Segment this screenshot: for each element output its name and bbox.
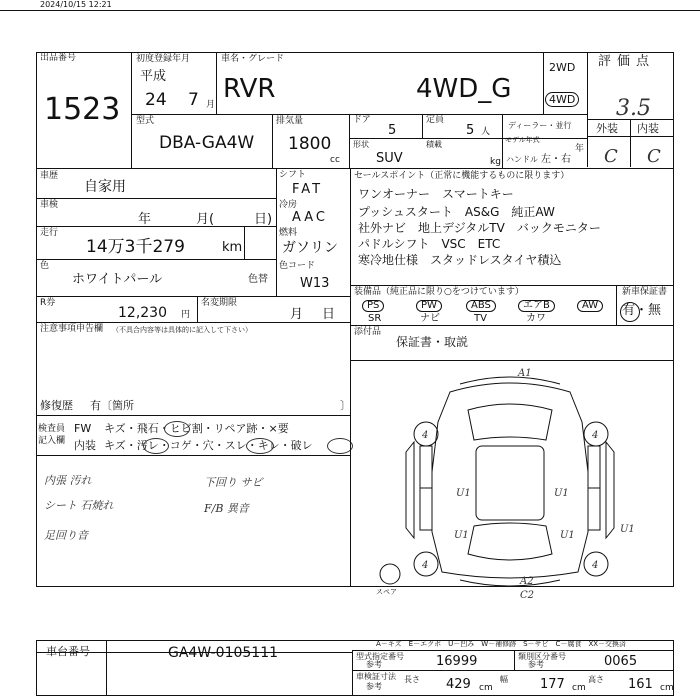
color-value: ホワイトパール [72, 272, 163, 287]
damage-mark: U1 [620, 524, 635, 535]
displacement-unit: cc [330, 155, 340, 165]
category-sub: 参考 [528, 660, 544, 669]
history-label: 車歴 [40, 171, 59, 181]
equipment-item-leather: カワ [526, 313, 546, 324]
equipment-item-ps: PS [362, 300, 384, 312]
car-left-doors [420, 446, 432, 530]
fuel-label: 燃料 [279, 228, 298, 238]
handwritten-line-3: 足回り音 [44, 529, 88, 542]
damage-mark: C2 [520, 590, 535, 601]
notes-label: 注意事項申告欄 [40, 324, 104, 334]
divider [272, 114, 273, 168]
damage-mark: U1 [554, 488, 569, 499]
divider [276, 168, 277, 296]
car-roof [476, 446, 544, 520]
dimensions-sub: 参考 [366, 682, 382, 691]
divider [36, 198, 276, 199]
displacement-label: 排気量 [276, 116, 304, 126]
capacity-label: 定員 [426, 115, 445, 125]
mileage-label: 走行 [40, 228, 59, 238]
score-label: 評価点 [598, 54, 656, 69]
divider [352, 650, 353, 696]
new-warranty-label: 新車保証書 [622, 287, 668, 297]
first-reg-month-unit: 月 [206, 100, 216, 110]
equipment-item-pw: PW [416, 300, 442, 312]
equipment-item-abs: ABS [466, 300, 496, 312]
inspector-row1-label: FW [74, 422, 92, 435]
equipment-item-navi: ナビ [420, 313, 440, 324]
car-body-outline [432, 383, 588, 578]
divider [244, 226, 245, 259]
chassis-label: 車台番号 [46, 645, 90, 658]
chassis-value: GA4W-0105111 [168, 645, 279, 661]
color-code-value: W13 [300, 276, 330, 291]
handwritten-line-5: F/B 異音 [204, 502, 249, 515]
divider [514, 650, 515, 670]
equipment-label: 装備品（純正品に限り○をつけています） [354, 287, 524, 297]
damage-mark: 4 [422, 560, 429, 571]
sales-points-label: セールスポイント（正常に機能するものに限ります） [354, 171, 570, 181]
divider [350, 325, 674, 326]
first-reg-era: 平成 [140, 69, 167, 84]
spare-tire [380, 564, 400, 584]
divider [36, 168, 674, 169]
sales-point-line: プッシュスタート AS&G 純正AW [358, 205, 555, 219]
car-name: RVR [223, 74, 276, 104]
car-windshield [468, 404, 552, 440]
first-reg-month: 7 [188, 90, 199, 110]
handle-label: ハンドル [506, 155, 538, 164]
color-label: 色 [40, 261, 50, 271]
designation-sub: 参考 [366, 660, 382, 669]
designation-value: 16999 [436, 654, 478, 669]
equipment-item-sr: SR [368, 313, 382, 324]
divider [106, 640, 107, 696]
inspector-row2: キズ・汚レ・コゲ・穴・スレ・キレ・破レ [104, 439, 313, 452]
divider [36, 322, 350, 323]
shaken-label: 車検 [40, 200, 59, 210]
load-label: 積載 [426, 140, 442, 149]
lot-label: 出品番号 [40, 53, 77, 63]
circle-mark [143, 438, 169, 454]
divider [36, 259, 276, 260]
equipment-item-tv: TV [474, 313, 487, 324]
car-right-doors [588, 446, 600, 530]
dimensions-label: 車検証寸法 [356, 672, 396, 681]
damage-mark: 4 [592, 560, 599, 571]
first-reg-label: 初度登録年月 [136, 54, 191, 64]
sales-point-line: パドルシフト VSC ETC [358, 237, 501, 251]
score-value: 3.5 [616, 96, 651, 121]
circle-mark [246, 438, 274, 454]
divider [616, 285, 617, 325]
equipment-item-airbag: エアB [518, 300, 555, 312]
width-label: 幅 [500, 675, 508, 684]
exterior-label: 外装 [596, 122, 618, 135]
divider [350, 285, 674, 286]
length-label: 長さ [404, 675, 420, 684]
aircon-value: AAC [292, 210, 328, 225]
doors-label: ドア [353, 115, 371, 125]
circle-mark [164, 421, 190, 437]
length-unit: cm [479, 683, 493, 693]
history-value: 自家用 [84, 179, 126, 195]
shaken-day: 日) [254, 212, 273, 227]
notes-sub: （不具合内容等は具体的に記入して下さい） [112, 326, 252, 334]
mileage-unit: km [222, 240, 243, 255]
handwritten-line-4: 下回り サビ [204, 476, 263, 489]
repair-label: 修復歴 [40, 399, 73, 412]
fuel-value: ガソリン [282, 240, 338, 256]
repair-value: 有〔箇所 [90, 399, 134, 412]
interior-label: 内装 [637, 122, 659, 135]
shift-label: シフト [279, 170, 307, 180]
equipment-item-aw: AW [577, 300, 603, 312]
divider [36, 455, 350, 456]
meigi-label: 名変期限 [201, 298, 238, 308]
shape-label: 形状 [353, 140, 369, 149]
height-value: 161 [628, 677, 653, 692]
shape-value: SUV [376, 151, 403, 166]
divider [587, 136, 674, 137]
repair-close: 〕 [340, 399, 351, 412]
color-code-label: 色コード [279, 261, 316, 271]
car-rear-glass [468, 523, 552, 560]
damage-mark: A2 [520, 576, 534, 587]
header-divider [0, 10, 700, 11]
divider [352, 650, 674, 651]
exterior-score: C [604, 146, 618, 167]
damage-mark: U1 [456, 488, 471, 499]
shaken-month: 月( [196, 212, 215, 227]
capacity-unit: 人 [481, 127, 491, 137]
mileage-value: 14万3千279 [86, 237, 185, 257]
damage-mark: 4 [592, 430, 599, 441]
designation-label: 型式指定番号 [356, 652, 404, 661]
divider [350, 360, 674, 361]
height-unit: cm [660, 683, 674, 693]
aircon-label: 冷房 [279, 200, 298, 210]
divider [349, 114, 350, 168]
attachments-value: 保証書・取説 [396, 335, 469, 349]
category-value: 0065 [604, 654, 638, 669]
model-value: DBA-GA4W [159, 133, 255, 153]
sales-point-line: 社外ナビ 地上デジタルTV バックモニター [358, 221, 601, 235]
spare-label: スペア [376, 588, 397, 596]
attachments-label: 添付品 [354, 327, 382, 337]
category-label: 類別区分番号 [518, 652, 566, 661]
car-name-label: 車名・グレード [221, 54, 285, 64]
lot-number: 1523 [44, 92, 121, 127]
doors-value: 5 [388, 123, 397, 138]
inspector-label-2: 記入欄 [38, 436, 66, 446]
first-reg-year: 24 [145, 90, 167, 110]
divider [352, 670, 674, 671]
timestamp: 2024/10/15 12:21 [40, 0, 112, 9]
car-left-side [406, 442, 414, 538]
interior-score: C [647, 146, 661, 167]
drive-2wd: 2WD [549, 61, 576, 74]
meigi-month: 月 [290, 307, 304, 322]
recycle-label: R券 [40, 298, 56, 308]
handwritten-line-1: 内張 汚れ [44, 474, 92, 487]
load-unit: kg [490, 157, 501, 167]
car-grade: 4WD_G [416, 74, 512, 104]
divider [197, 296, 198, 322]
damage-mark: U1 [560, 530, 575, 541]
car-rear-bumper [460, 580, 560, 586]
new-warranty-value: 有・無 [622, 303, 662, 318]
divider [36, 296, 350, 297]
divider [543, 52, 544, 114]
inspector-row1: キズ・飛石・ヒビ割・リペア跡・×要 [104, 422, 289, 435]
width-value: 177 [540, 677, 565, 692]
divider [630, 119, 631, 167]
damage-legend: A－キズ E－エクボ U－凹み W－補修跡 S－サビ C－腐食 XX－交換済 [376, 640, 627, 648]
divider [36, 226, 276, 227]
capacity-value: 5 [466, 123, 475, 138]
width-unit: cm [572, 683, 586, 693]
handle-value: 左・右 [541, 154, 571, 165]
model-year-label: モデル年式 [505, 136, 540, 144]
shift-value: FAT [292, 182, 324, 197]
divider [349, 138, 587, 139]
recycle-unit: 円 [181, 310, 191, 320]
divider [131, 52, 132, 168]
divider [216, 52, 217, 114]
height-label: 高さ [588, 675, 604, 684]
drive-4wd: 4WD [545, 92, 579, 107]
divider [36, 415, 350, 416]
recycle-value: 12,230 [118, 305, 167, 321]
inspector-row2-label: 内装 [74, 439, 96, 452]
divider [502, 114, 503, 168]
color-change-label: 色替 [248, 274, 268, 285]
damage-mark: 4 [422, 430, 429, 441]
meigi-day: 日 [322, 307, 336, 322]
divider [587, 52, 588, 167]
shaken-year: 年 [138, 212, 152, 227]
model-label: 型式 [136, 116, 155, 126]
model-year-unit: 年 [575, 144, 585, 154]
length-value: 429 [446, 677, 471, 692]
sales-point-line: 寒冷地仕様 スタッドレスタイヤ積込 [358, 253, 562, 267]
divider [422, 114, 423, 138]
displacement-value: 1800 [288, 134, 332, 154]
inspector-label-1: 検査員 [38, 424, 66, 434]
damage-mark: U1 [454, 530, 469, 541]
handwritten-line-2: シート 石焼れ [44, 499, 114, 512]
dealer-label: ディーラー・並行 [508, 121, 572, 130]
damage-mark: A1 [518, 368, 532, 379]
circle-mark [620, 302, 640, 322]
car-damage-diagram [350, 362, 674, 601]
sales-point-line: ワンオーナー スマートキー [358, 187, 514, 201]
car-right-side [606, 442, 614, 538]
